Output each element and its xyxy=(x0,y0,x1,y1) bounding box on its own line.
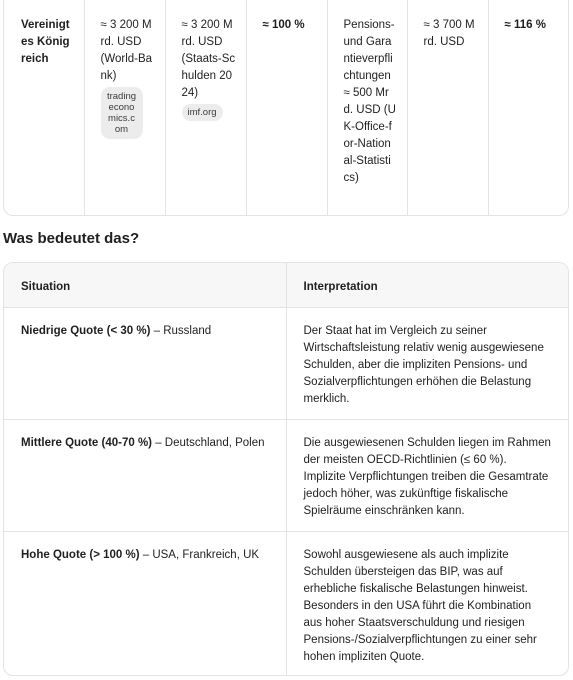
pensions-value: Pensions- und Garantieverpflichtungen ≈ 500 Mrd. USD (UK-Office-for-National-Statistics) xyxy=(343,19,396,184)
table-row xyxy=(4,531,568,676)
debt-imf-value: ≈ 3 200 Mrd. USD (Staats-Schulden 2024) xyxy=(181,19,236,99)
interpretation-cell: Die ausgewiesenen Schulden liegen im Rahmen der meisten OECD-Richtlinien (≤ 60 %). Implizite Verpflichtungen treiben die Gesamtrate jedoch höher, was zukünftige fiskalische Spielräume einschränken kann. xyxy=(286,419,568,531)
situation-countries: – USA, Frankreich, UK xyxy=(139,548,260,561)
interpretation-cell: Sowohl ausgewiesene als auch implizite Schulden übersteigen das BIP, was auf erhebliche fiskalische Belastungen hinweist. Besonders in den USA führt die Kombination aus hoher Staatsverschuldung und riesigen Pensions-/Sozialverpflichtungen zu einer sehr hohen impliziten Quote. xyxy=(303,548,537,663)
section-heading: Was bedeutet das? xyxy=(3,230,140,247)
situation-cell xyxy=(4,531,286,676)
debt-table xyxy=(3,0,569,216)
situation-cell xyxy=(4,307,286,419)
interpretation-table xyxy=(3,262,569,676)
debt-table-grid xyxy=(4,0,569,216)
situation-countries: – Russland xyxy=(150,324,212,337)
situation-label: Mittlere Quote (40-70 %) xyxy=(21,436,152,449)
debt-worldbank-cell xyxy=(84,0,165,216)
debt-worldbank-value: ≈ 3 200 Mrd. USD (World-Bank) xyxy=(100,19,153,82)
table-row xyxy=(4,419,568,531)
country-name: Vereinigtes Königreich xyxy=(21,19,70,65)
quote-cell xyxy=(246,0,327,216)
total-quote-cell xyxy=(488,0,569,216)
table-header-row xyxy=(4,263,568,307)
situation-countries: – Deutschland, Polen xyxy=(152,436,265,449)
source-badge-worldbank[interactable]: tradingeconomics.com xyxy=(101,87,143,139)
country-cell xyxy=(4,0,84,216)
situation-cell xyxy=(4,419,286,531)
header-interpretation: Interpretation xyxy=(286,263,568,307)
interpretation-table-grid xyxy=(4,263,568,676)
situation-label: Hohe Quote (> 100 %) xyxy=(21,548,140,561)
total-quote-value: ≈ 116 % xyxy=(504,19,546,31)
debt-imf-cell xyxy=(165,0,246,216)
quote-value: ≈ 100 % xyxy=(262,19,305,31)
table-row xyxy=(4,307,568,419)
pensions-cell xyxy=(327,0,407,216)
interpretation-cell: Der Staat hat im Vergleich zu seiner Wirtschaftsleistung relativ wenig ausgewiesene Schulden, aber die impliziten Pensions- und Sozialverpflichtungen erhöhen die Belastung merklich. xyxy=(286,307,568,419)
source-badge-imf[interactable]: imf.org xyxy=(182,104,223,121)
header-situation: Situation xyxy=(4,263,286,307)
situation-label: Niedrige Quote (< 30 %) xyxy=(21,324,151,337)
total-value: ≈ 3 700 Mrd. USD xyxy=(423,19,475,48)
total-cell xyxy=(407,0,488,216)
table-row xyxy=(4,0,569,216)
